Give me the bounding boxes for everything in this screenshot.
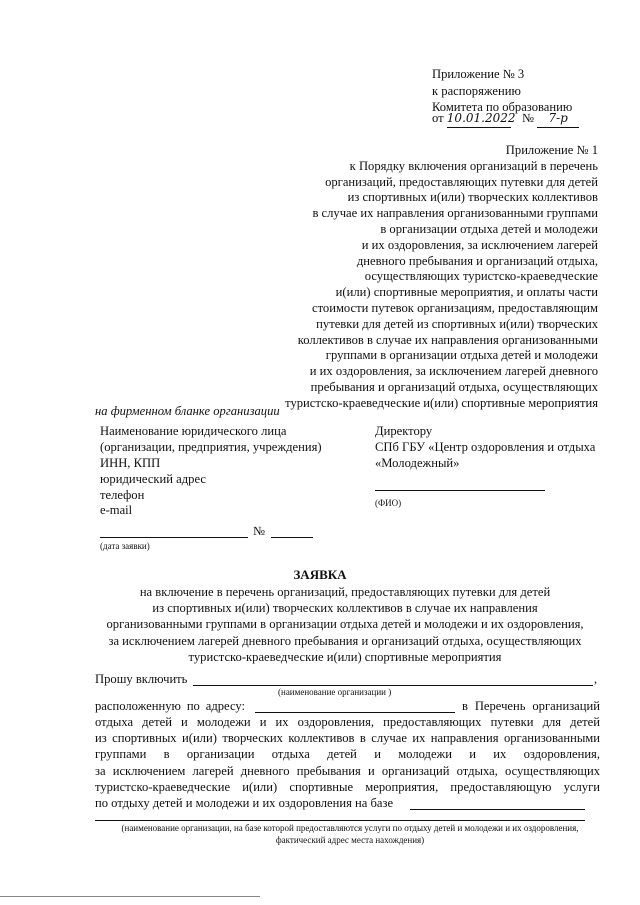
- body-line: из спортивных и(или) творческих коллективов в случае их направления организованными: [95, 731, 600, 746]
- annex1-block: [285, 142, 598, 411]
- subtitle-line: из спортивных и(или) творческих коллективов в случае их направления: [152, 601, 538, 616]
- recipient-title: Директору: [375, 424, 433, 438]
- annex1-line: и(или) спортивные мероприятия, и оплаты части: [335, 285, 598, 300]
- document-subtitle: [90, 584, 600, 665]
- annex1-line: в организации отдыха детей и молодежи: [380, 221, 598, 236]
- annex3-date-prefix: от: [432, 111, 444, 125]
- annex1-line: к Порядку включения организаций в перечень: [349, 158, 598, 173]
- body-line: группами в организации отдыха детей и молодежи и их оздоровления,: [95, 747, 600, 762]
- date-caption: (дата заявки): [100, 541, 150, 551]
- body-paragraph: [95, 714, 600, 795]
- subtitle-line: организованными группами в организации отдыха детей и молодежи и их оздоровления,: [106, 617, 584, 632]
- annex3-title: Приложение № 3: [432, 67, 525, 81]
- annex3-date-handwritten: 10.01.2022: [447, 110, 511, 128]
- annex1-line: туристско-краеведческие и(или) спортивные мероприятия: [285, 395, 598, 410]
- annex3-number-prefix: №: [521, 111, 534, 125]
- annex1-line: из спортивных и(или) творческих коллективов: [347, 190, 598, 205]
- annex3-date-line: [432, 110, 592, 128]
- annex1-line: и их оздоровления, за исключением лагерей: [361, 237, 598, 252]
- application-number-sign: №: [253, 524, 266, 538]
- request-prefix: Прошу включить: [95, 672, 188, 686]
- annex3-order-ref: к распоряжению: [432, 83, 521, 98]
- page-bottom-rule: [0, 896, 260, 897]
- annex1-line: Приложение № 1: [505, 143, 598, 157]
- annex1-line: в случае их направления организованными группами: [312, 206, 598, 221]
- annex1-line: и их оздоровления, за исключением лагерей дневного: [309, 364, 598, 379]
- applicant-line: (организации, предприятия, учреждения): [100, 439, 322, 454]
- subtitle-line: туристско-краеведческие и(или) спортивные мероприятия: [188, 649, 502, 664]
- annex1-line: путевки для детей из спортивных и(или) творческих: [316, 316, 598, 331]
- annex3-committee: Комитета по образованию: [432, 100, 573, 114]
- annex3-block: [432, 66, 572, 116]
- applicant-line: ИНН, КПП: [100, 455, 161, 470]
- annex1-line: коллективов в случае их направления организованными: [297, 332, 598, 347]
- request-suffix: ,: [594, 672, 598, 686]
- address-prefix: расположенную по адресу:: [95, 699, 245, 713]
- base-organization-field[interactable]: [410, 809, 585, 810]
- document-title: ЗАЯВКА: [293, 567, 347, 582]
- fio-caption: (ФИО): [375, 498, 402, 508]
- base-organization-field-2[interactable]: [95, 820, 585, 821]
- applicant-line: юридический адрес: [100, 471, 206, 486]
- recipient-block: [375, 423, 595, 471]
- address-suffix: в Перечень организаций: [462, 699, 600, 713]
- annex1-line: дневного пребывания и организаций отдыха,: [356, 253, 598, 268]
- address-field[interactable]: [255, 712, 455, 713]
- application-number-line[interactable]: [271, 537, 313, 538]
- annex1-line: осуществляющих туристско-краеведческие: [364, 269, 598, 284]
- annex3-number-handwritten: 7-р: [537, 110, 579, 128]
- recipient-org: СПб ГБУ «Центр оздоровления и отдыха: [375, 439, 596, 454]
- subtitle-line: на включение в перечень организаций, предоставляющих путевки для детей: [139, 585, 551, 599]
- base-organization-caption: (наименование организации, на базе которой предоставляются услуги по отдыху детей и молодежи и их оздоровления, фактический адрес места нахождения): [121, 823, 579, 845]
- body-line: за исключением лагерей дневного пребывания и организаций отдыха, осуществляющих: [95, 763, 600, 778]
- applicant-block: [100, 423, 322, 518]
- annex1-line: группами в организации отдыха детей и молодежи: [325, 348, 598, 363]
- body-line: отдыха детей и молодежи и их оздоровления, предоставляющих путевки для детей: [95, 715, 600, 729]
- date-field-line[interactable]: [100, 537, 248, 538]
- applicant-line: Наименование юридического лица: [100, 424, 287, 438]
- applicant-line: телефон: [100, 487, 145, 502]
- subtitle-line: за исключением лагерей дневного пребывания и организаций отдыха, осуществляющих: [108, 633, 582, 648]
- annex1-line: пребывания и организаций отдыха, осуществляющих: [310, 379, 598, 394]
- letterhead-note: на фирменном бланке организации: [95, 404, 280, 418]
- organization-name-caption: (наименование организации ): [278, 687, 392, 697]
- recipient-org-name: «Молодежный»: [375, 455, 460, 470]
- annex1-line: стоимости путевок организациям, предоставляющим: [312, 300, 598, 315]
- annex1-line: организаций, предоставляющих путевки для детей: [325, 174, 598, 189]
- fio-field-line[interactable]: [375, 490, 545, 491]
- base-prefix: по отдыху детей и молодежи и их оздоровления на базе: [95, 796, 394, 810]
- applicant-line: e-mail: [100, 503, 133, 518]
- body-line: туристско-краеведческие и(или) спортивные мероприятия, предоставляющую услуги: [95, 779, 600, 794]
- organization-name-field[interactable]: [193, 685, 593, 686]
